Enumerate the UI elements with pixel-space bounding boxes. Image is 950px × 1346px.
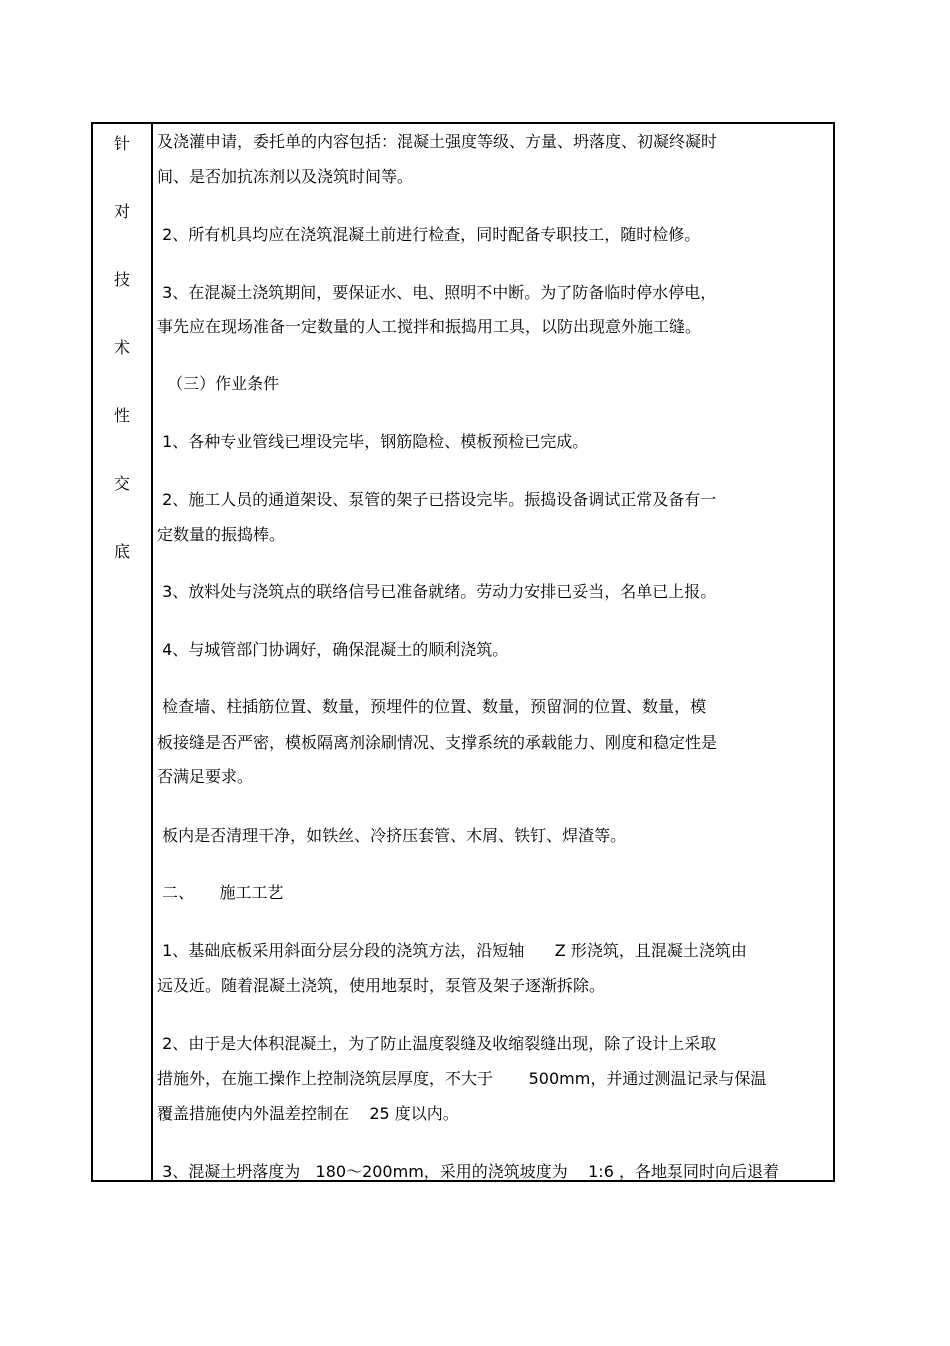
paragraph-line: 2、所有机具均应在浇筑混凝土前进行检查，同时配备专职技工，随时检修。 <box>157 225 701 244</box>
paragraph-line: 否满足要求。 <box>157 767 254 786</box>
column-divider <box>151 122 153 1182</box>
paragraph-line: 板内是否清理干净，如铁丝、冷挤压套管、木屑、铁钉、焊渣等。 <box>157 826 627 845</box>
paragraph-line: 3、在混凝土浇筑期间，要保证水、电、照明不中断。为了防备临时停水停电， <box>157 283 717 302</box>
paragraph-line: 3、混凝土坍落度为 180～200mm，采用的浇筑坡度为 1:6 ，各地泵同时向后退着 <box>157 1162 779 1181</box>
side-label-char: 技 <box>113 270 130 289</box>
paragraph-line: 2、施工人员的通道架设、泵管的架子已搭设完毕。振捣设备调试正常及备有一 <box>157 490 717 509</box>
paragraph-line: 事先应在现场准备一定数量的人工搅拌和振捣用工具，以防出现意外施工缝。 <box>157 317 702 336</box>
paragraph-line: 及浇灌申请，委托单的内容包括：混凝土强度等级、方量、坍落度、初凝终凝时 <box>157 132 718 151</box>
paragraph-line: 检查墙、柱插筋位置、数量，预埋件的位置、数量，预留洞的位置、数量，模 <box>157 697 707 716</box>
side-label-char: 底 <box>113 542 130 561</box>
paragraph-line: 覆盖措施使内外温差控制在 25 度以内。 <box>157 1104 459 1123</box>
paragraph-line: 间、是否加抗冻剂以及浇筑时间等。 <box>157 167 414 186</box>
side-label-char: 性 <box>113 406 130 425</box>
paragraph-line: 远及近。随着混凝土浇筑，使用地泵时，泵管及架子逐渐拆除。 <box>157 976 606 995</box>
paragraph-line: 4、与城管部门协调好，确保混凝土的顺利浇筑。 <box>157 640 509 659</box>
side-label-char: 交 <box>113 474 130 493</box>
paragraph-line: 定数量的振捣棒。 <box>157 525 286 544</box>
side-label-column <box>93 124 151 1180</box>
section-heading: （三）作业条件 <box>157 374 280 393</box>
side-label-char: 针 <box>113 134 130 153</box>
side-label-char: 对 <box>113 202 130 221</box>
paragraph-line: 1、各种专业管线已埋设完毕，钢筋隐检、模板预检已完成。 <box>157 432 589 451</box>
paragraph-line: 措施外，在施工操作上控制浇筑层厚度，不大于 500mm，并通过测温记录与保温 <box>157 1069 767 1088</box>
side-label-char: 术 <box>113 338 130 357</box>
section-heading: 二、 施工工艺 <box>157 883 284 902</box>
paragraph-line: 1、基础底板采用斜面分层分段的浇筑方法，沿短轴 Z 形浇筑，且混凝土浇筑由 <box>157 941 747 960</box>
paragraph-line: 3、放料处与浇筑点的联络信号已准备就绪。劳动力安排已妥当，名单已上报。 <box>157 582 717 601</box>
paragraph-line: 板接缝是否严密，模板隔离剂涂刷情况、支撑系统的承载能力、刚度和稳定性是 <box>157 733 718 752</box>
paragraph-line: 2、由于是大体积混凝土，为了防止温度裂缝及收缩裂缝出现，除了设计上采取 <box>157 1034 717 1053</box>
